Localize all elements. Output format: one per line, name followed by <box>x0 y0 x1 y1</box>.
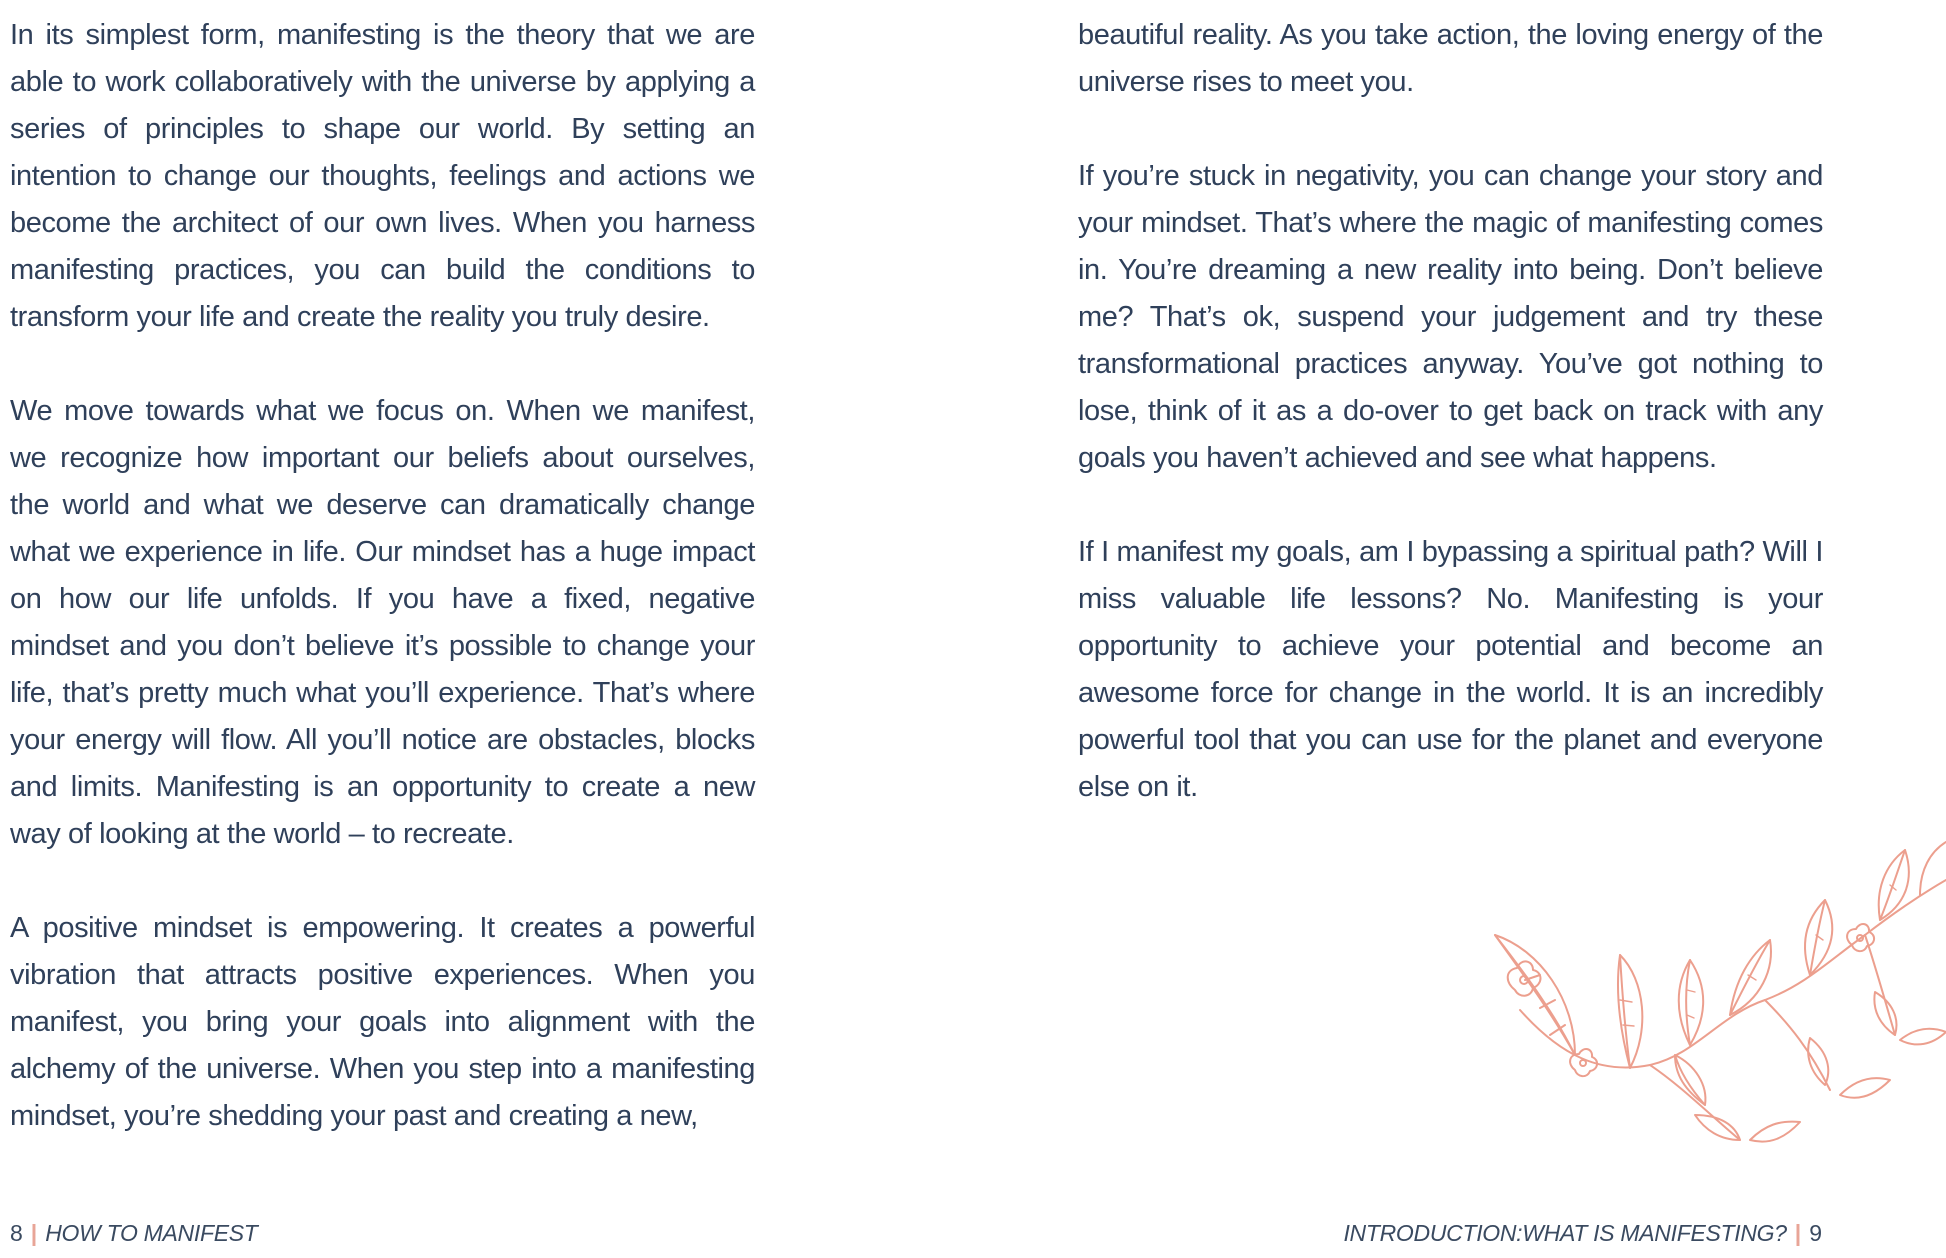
footer-separator: | <box>1794 1220 1802 1246</box>
body-paragraph: We move towards what we focus on. When we manifest, we recognize how important our beliefs about ourselves, the world and what we deserve can dramatically change what we experience in life. Our mindset has a huge impact on how our life unfolds. If you have a fixed, negative mindset and you don’t believe it’s possible to change your life, that’s pretty much what you’ll experience. That’s where your energy will flow. All you’ll notice are obstacles, blocks and limits. Manifesting is an opportunity to create a new way of looking at the world – to recreate. <box>10 395 755 850</box>
page-number: 8 <box>10 1220 23 1246</box>
running-title: INTRODUCTION:WHAT IS MANIFESTING? <box>1343 1220 1787 1246</box>
left-page-body <box>10 12 755 1187</box>
botanical-branch-illustration-icon <box>1480 840 1946 1170</box>
left-page-footer <box>10 1218 258 1248</box>
body-paragraph: A positive mindset is empowering. It creates a powerful vibration that attracts positive experiences. When you manifest, you bring your goals into alignment with the alchemy of the universe. When you step into a manifesting mindset, you’re shedding your past and creating a new, <box>10 912 755 1132</box>
page-number: 9 <box>1809 1220 1822 1246</box>
right-page-footer <box>1343 1218 1822 1248</box>
running-title: HOW TO MANIFEST <box>45 1220 258 1246</box>
body-paragraph: beautiful reality. As you take action, the loving energy of the universe rises to meet you. <box>1078 19 1823 98</box>
body-paragraph: If I manifest my goals, am I bypassing a spiritual path? Will I miss valuable life lessons? No. Manifesting is your opportunity to achieve your potential and become an awesome force for change in the world. It is an incredibly powerful tool that you can use for the planet and everyone else on it. <box>1078 536 1823 803</box>
right-page-body <box>1078 12 1823 858</box>
footer-separator: | <box>30 1220 38 1246</box>
body-paragraph: If you’re stuck in negativity, you can change your story and your mindset. That’s where the magic of manifesting comes in. You’re dreaming a new reality into being. Don’t believe me? That’s ok, suspend your judgement and try these transformational practices anyway. You’ve got nothing to lose, think of it as a do-over to get back on track with any goals you haven’t achieved and see what happens. <box>1078 160 1823 474</box>
body-paragraph: In its simplest form, manifesting is the theory that we are able to work collaboratively with the universe by applying a series of principles to shape our world. By setting an intention to change our thoughts, feelings and actions we become the architect of our own lives. When you harness manifesting practices, you can build the conditions to transform your life and create the reality you truly desire. <box>10 19 755 333</box>
